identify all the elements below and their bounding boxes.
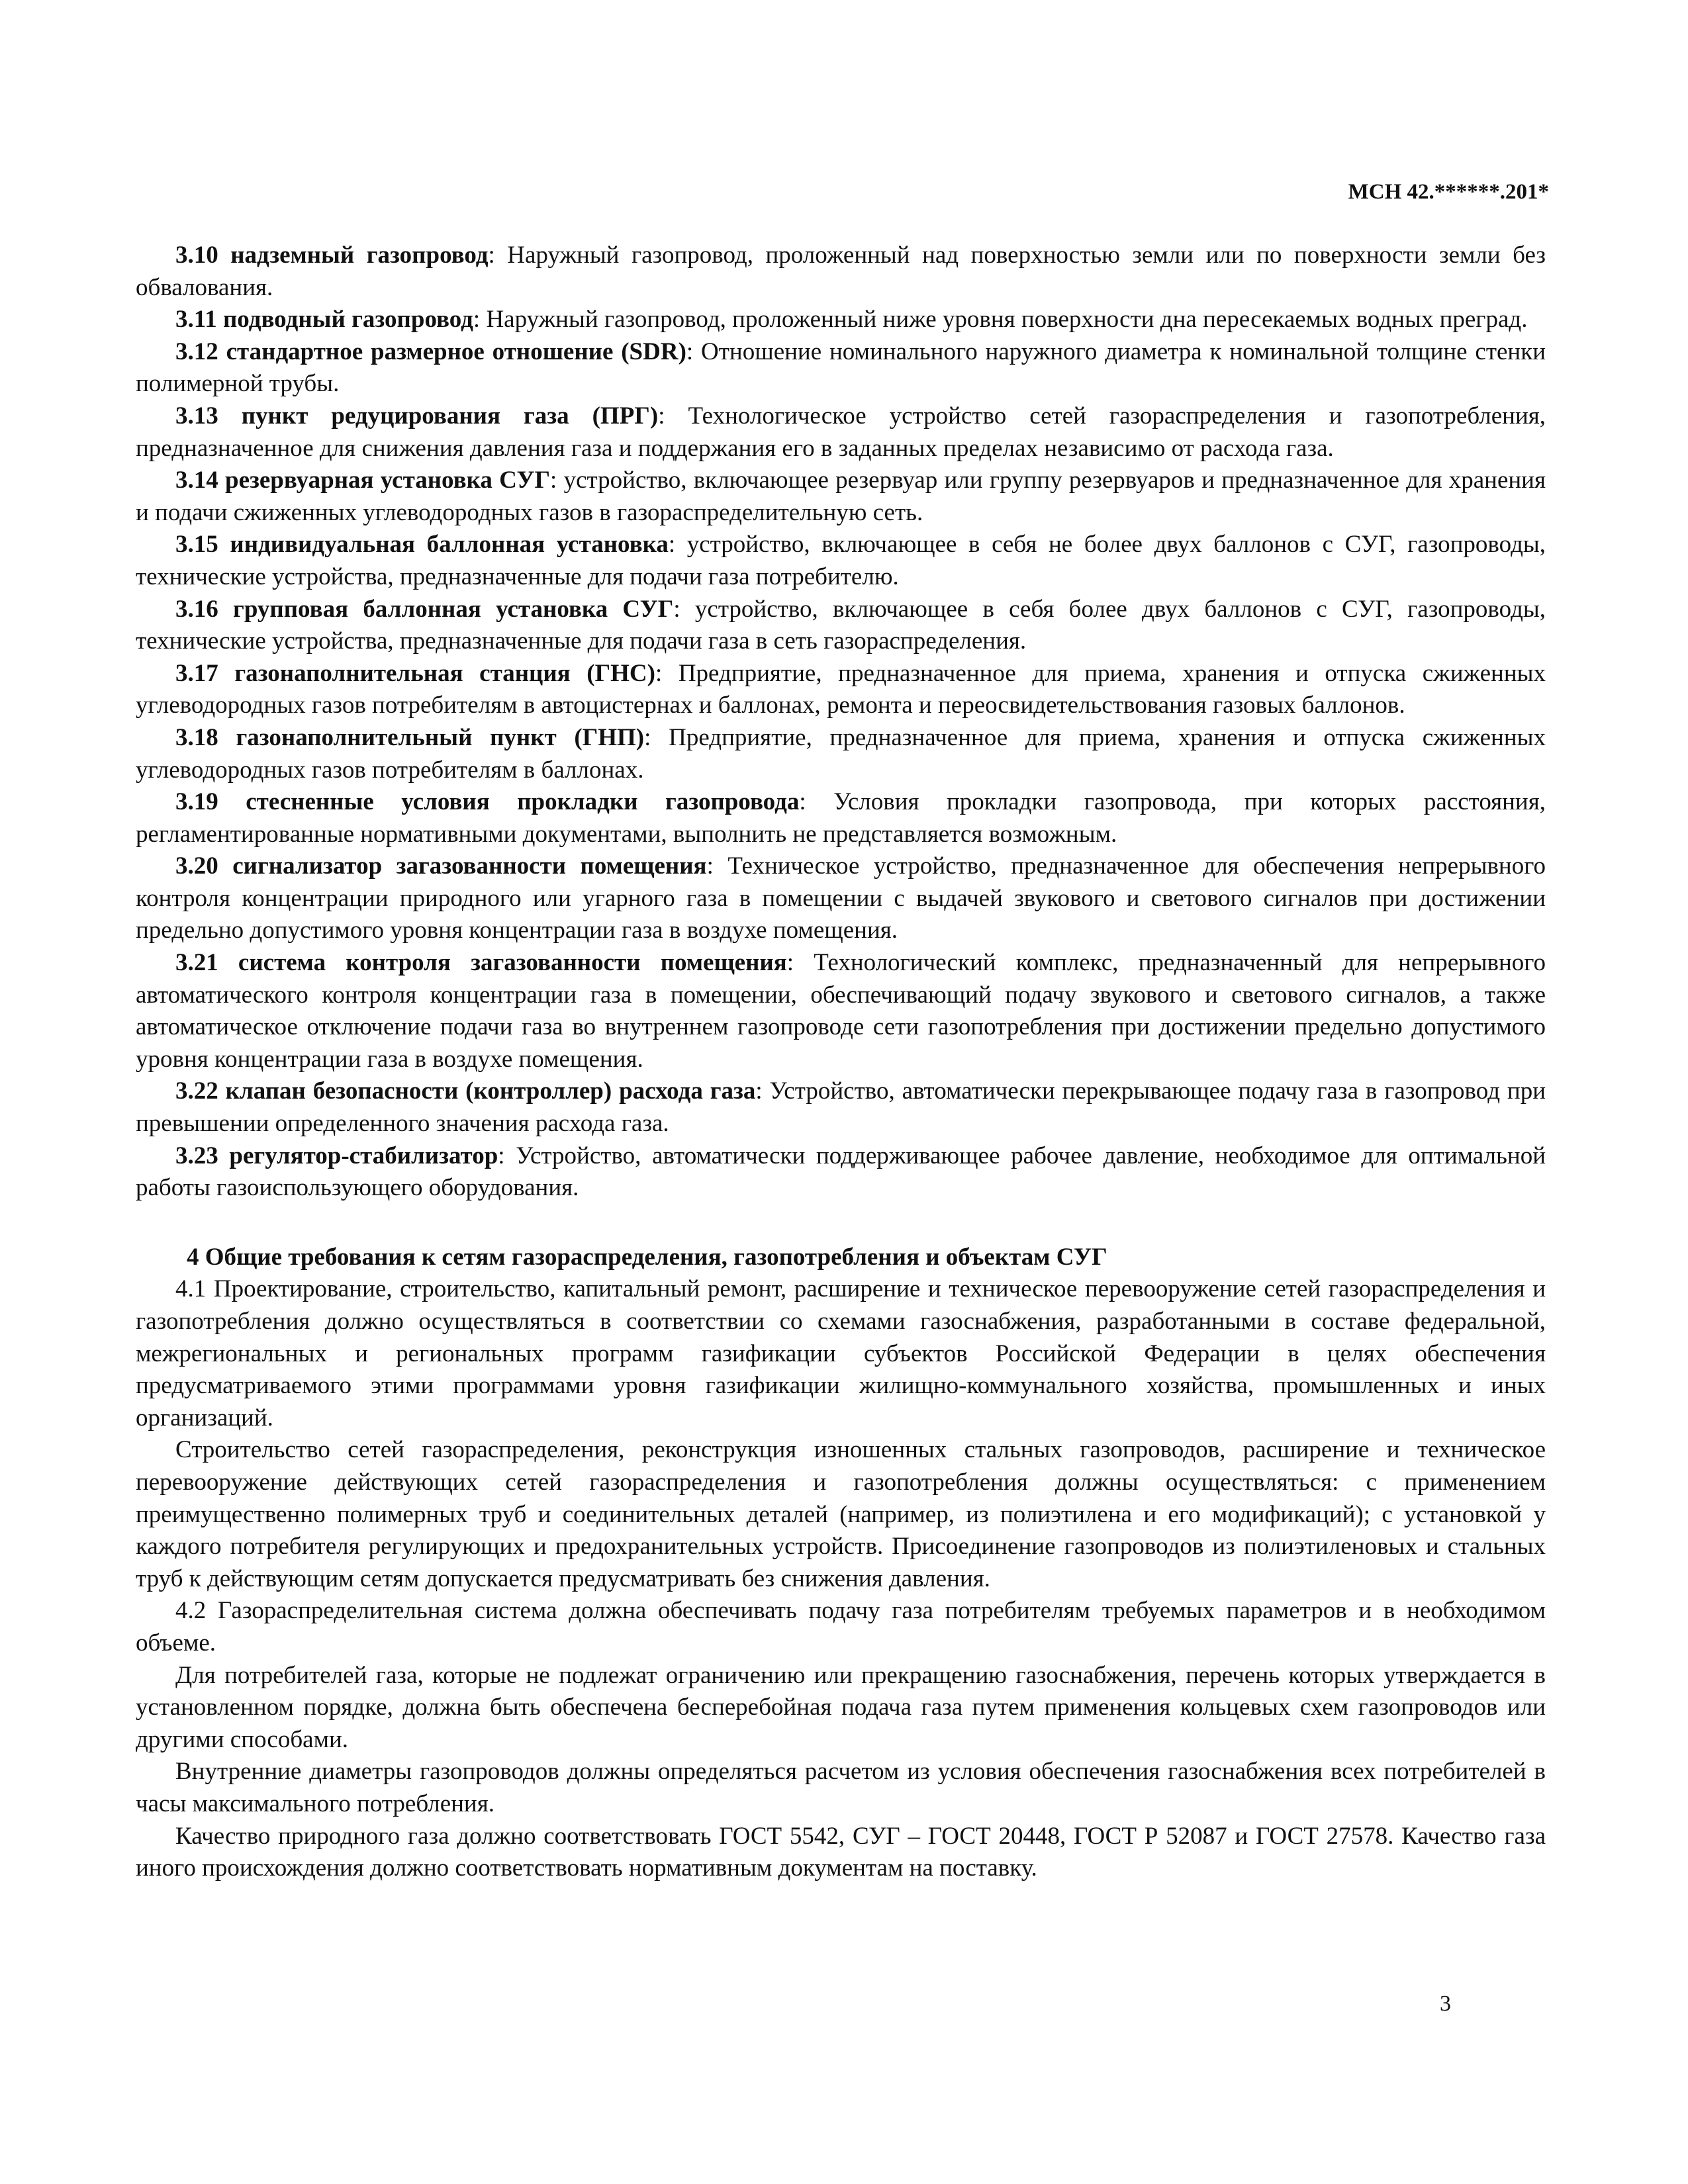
paragraph: Качество природного газа должно соответствовать ГОСТ 5542, СУГ – ГОСТ 20448, ГОСТ Р 52087 и ГОСТ 27578. Качество газа иного происхождения должно соответствовать нормативным документам на поставку. (136, 1822, 1546, 1882)
term-name: система контроля загазованности помещения (238, 949, 787, 977)
term-name: резервуарная установка СУГ (225, 467, 551, 494)
term-definition: Технологическое устройство сетей газораспределения и газопотребления, предназначенное для снижения давления газа и поддержания его в заданных пределах независимо от расхода газа. (136, 402, 1546, 462)
paragraph: Внутренние диаметры газопроводов должны определяться расчетом из условия обеспечения газоснабжения всех потребителей в часы максимального потребления. (136, 1758, 1546, 1817)
page-body (136, 240, 1546, 1885)
term-title (175, 242, 489, 269)
term-definition: устройство, включающее резервуар или группу резервуаров и предназначенное для хранения и подачи сжиженных углеводородных газов в газораспределительную сеть. (136, 467, 1546, 526)
document-code-header: МСН 42.******.201* (1348, 180, 1549, 204)
term-3-10 (136, 240, 1546, 304)
term-3-21 (136, 947, 1546, 1075)
term-number: 3.23 (175, 1142, 218, 1169)
term-title (175, 949, 787, 976)
term-name: групповая баллонная установка СУГ (233, 595, 674, 623)
term-definition: Предприятие, предназначенное для приема, хранения и отпуска сжиженных углеводородных газов потребителям в баллонах. (136, 723, 1546, 784)
term-number: 3.21 (175, 949, 218, 977)
term-title (175, 596, 673, 623)
term-separator: : (644, 723, 651, 751)
term-number: 3.10 (175, 242, 218, 269)
term-name: сигнализатор загазованности помещения (232, 852, 707, 880)
term-definition: Технологический комплекс, предназначенный для непрерывного автоматического контроля концентрации газа в помещении, обеспечивающий подачу звукового и светового сигналов, а также автоматическое отключение подачи газа во внутреннем газопроводе сети газопотребления при достижении предельно допустимого уровня концентрации газа в воздухе помещения. (136, 949, 1546, 1073)
term-number: 3.15 (175, 531, 218, 559)
term-separator: : (488, 242, 495, 269)
term-name: стандартное размерное отношение (SDR) (226, 338, 686, 365)
term-number: 3.11 (175, 306, 217, 334)
page-number: 3 (1440, 1991, 1451, 2016)
paragraph: Строительство сетей газораспределения, реконструкция изношенных стальных газопроводов, расширение и техническое перевооружение действующих сетей газораспределения и газопотребления должны осуществляться: с применением преимущественно полимерных труб и соединительных деталей (например, из полиэтилена и его модификаций); с установкой у каждого потребителя регулирующих и предохранительных устройств. Присоединение газопроводов из полиэтиленовых и стальных труб к действующим сетям допускается предусматривать без снижения давления. (136, 1436, 1546, 1592)
term-3-19 (136, 786, 1546, 850)
term-definition: Устройство, автоматически поддерживающее рабочее давление, необходимое для оптимальной работы газоиспользующего оборудования. (136, 1142, 1546, 1202)
term-number: 3.12 (175, 338, 218, 365)
term-separator: : (550, 467, 557, 494)
term-name: подводный газопровод (222, 306, 473, 334)
term-title (175, 1077, 755, 1105)
term-title (175, 306, 473, 333)
term-3-11 (136, 304, 1546, 336)
term-definition: Наружный газопровод, проложенный ниже уровня поверхности дна пересекаемых водных преград. (480, 306, 1528, 334)
term-number: 3.17 (175, 659, 218, 687)
term-definition: Предприятие, предназначенное для приема, хранения и отпуска сжиженных углеводородных газов потребителям в автоцистернах и баллонах, ремонта и переосвидетельствования газовых баллонов. (136, 659, 1546, 719)
term-separator: : (799, 788, 806, 816)
term-definition: Наружный газопровод, проложенный над поверхностью земли или по поверхности земли без обвалования. (136, 242, 1546, 301)
term-separator: : (755, 1077, 763, 1105)
term-title (175, 402, 658, 430)
term-title (175, 467, 550, 494)
term-definition: Техническое устройство, предназначенное для обеспечения непрерывного контроля концентрации природного или угарного газа в помещении с выдачей звукового и светового сигналов при достижении предельно допустимого уровня концентрации газа в воздухе помещения. (136, 852, 1546, 944)
term-number: 3.22 (175, 1077, 218, 1105)
term-3-17 (136, 658, 1546, 722)
term-definition: Отношение номинального наружного диаметра к номинальной толщине стенки полимерной трубы. (136, 338, 1546, 398)
term-number: 3.18 (175, 723, 218, 751)
term-3-16 (136, 594, 1546, 658)
section-spacer (136, 1205, 1546, 1242)
term-name: надземный газопровод (230, 242, 489, 269)
term-3-12 (136, 336, 1546, 400)
section-4 (136, 1242, 1546, 1885)
term-number: 3.13 (175, 402, 218, 430)
term-definition: устройство, включающее в себя не более двух баллонов с СУГ, газопроводы, технические устройства, предназначенные для подачи газа потребителю. (136, 531, 1546, 590)
term-separator: : (655, 659, 663, 687)
term-3-22 (136, 1075, 1546, 1140)
term-title (175, 1142, 498, 1169)
term-definition: Устройство, автоматически перекрывающее подачу газа в газопровод при превышении определенного значения расхода газа. (136, 1077, 1546, 1138)
term-name: стесненные условия прокладки газопровода (246, 788, 800, 816)
paragraph-4-1: 4.1 Проектирование, строительство, капитальный ремонт, расширение и техническое перевооружение сетей газораспределения и газопотребления должно осуществляться в соответствии со схемами газоснабжения, разработанными в составе федеральной, межрегиональных и региональных программ газификации субъектов Российской Федерации в целях обеспечения предусматриваемого этими программами уровня газификации жилищно-коммунального хозяйства, промышленных и иных организаций. (136, 1275, 1546, 1432)
term-separator: : (786, 949, 794, 977)
paragraph: Для потребителей газа, которые не подлежат ограничению или прекращению газоснабжения, перечень которых утверждается в установленном порядке, должна быть обеспечена бесперебойная подача газа путем применения кольцевых схем газопроводов или другими способами. (136, 1661, 1546, 1753)
term-definition: Условия прокладки газопровода, при которых расстояния, регламентированные нормативными документами, выполнить не представляется возможным. (136, 788, 1546, 848)
term-title (175, 338, 686, 365)
term-number: 3.14 (175, 467, 218, 494)
term-title (175, 724, 644, 751)
term-name: газонаполнительный пункт (ГНП) (236, 723, 645, 751)
term-number: 3.20 (175, 852, 218, 880)
term-definition: устройство, включающее в себя более двух баллонов с СУГ, газопроводы, технические устройства, предназначенные для подачи газа в сеть газораспределения. (136, 595, 1546, 655)
term-name: клапан безопасности (контроллер) расхода газа (225, 1077, 756, 1105)
term-title (175, 660, 655, 687)
term-3-18 (136, 722, 1546, 786)
term-separator: : (706, 852, 714, 880)
term-title (175, 852, 707, 880)
term-title (175, 531, 669, 558)
paragraph-4-2: 4.2 Газораспределительная система должна обеспечивать подачу газа потребителям требуемых параметров и в необходимом объеме. (136, 1597, 1546, 1657)
term-3-13 (136, 400, 1546, 465)
term-name: регулятор-стабилизатор (229, 1142, 498, 1169)
term-separator: : (686, 338, 694, 365)
term-3-14 (136, 465, 1546, 529)
term-separator: : (673, 595, 680, 623)
term-separator: : (498, 1142, 505, 1169)
term-3-15 (136, 529, 1546, 593)
term-3-20 (136, 850, 1546, 947)
term-title (175, 788, 799, 815)
term-name: пункт редуцирования газа (ПРГ) (241, 402, 659, 430)
term-name: газонаполнительная станция (ГНС) (234, 659, 655, 687)
term-separator: : (668, 531, 676, 559)
terms-list (136, 240, 1546, 1205)
term-number: 3.19 (175, 788, 218, 816)
term-separator: : (473, 306, 481, 334)
term-3-23 (136, 1140, 1546, 1205)
term-name: индивидуальная баллонная установка (230, 531, 669, 559)
section-heading: 4 Общие требования к сетям газораспределения, газопотребления и объектам СУГ (187, 1243, 1107, 1271)
term-separator: : (658, 402, 665, 430)
term-number: 3.16 (175, 595, 218, 623)
